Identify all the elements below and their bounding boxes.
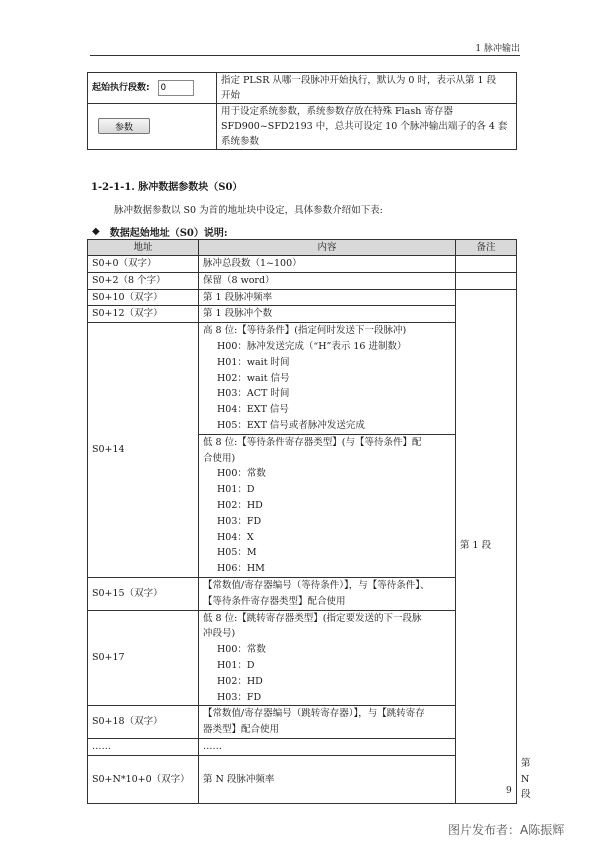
table-row bbox=[88, 738, 517, 755]
sub-heading: ◆ 数据起始地址（S0）说明: bbox=[92, 226, 228, 239]
page-number: 9 bbox=[506, 786, 512, 796]
table-row bbox=[88, 306, 517, 323]
table-row bbox=[88, 610, 517, 706]
address-cell: S0+12（双字） bbox=[88, 306, 199, 323]
watermark: 图片发布者：A陈振辉 bbox=[448, 823, 565, 837]
start-segment-desc: 指定 PLSR 从哪一段脉冲开始执行，默认为 0 时，表示从第 1 段 开始 bbox=[217, 73, 517, 104]
table-row bbox=[88, 706, 517, 739]
note-cell bbox=[456, 256, 517, 273]
content-cell: …… bbox=[199, 738, 456, 755]
content-cell: 低 8 位:【等待条件寄存器类型】(与【等待条件】配 合使用) H00：常数 H01：D H02：HD H03：FD H04：X H05：M H06：HM bbox=[199, 434, 456, 577]
content-cell: 第 N 段脉冲频率 bbox=[199, 755, 456, 803]
chapter-header: 1 脉冲输出 bbox=[475, 44, 520, 54]
address-cell: S0+18（双字） bbox=[88, 706, 199, 739]
column-header-note: 备注 bbox=[456, 240, 517, 256]
content-cell: 高 8 位:【等待条件】(指定何时发送下一段脉冲) H00：脉冲发送完成（“H”表示 16 进制数） H01：wait 时间 H02：wait 信号 H03：ACT 时间 H04：EXT 信号 H05：EXT 信号或者脉冲发送完成 bbox=[199, 323, 456, 435]
intro-paragraph: 脉冲数据参数以 S0 为首的地址块中设定，具体参数介绍如下表: bbox=[114, 205, 383, 216]
data-address-table bbox=[87, 239, 531, 804]
content-cell: 保留（8 word） bbox=[199, 272, 456, 289]
param-desc: 用于设定系统参数，系统参数存放在特殊 Flash 寄存器 SFD900~SFD2193 中，总共可设定 10 个脉冲输出端子的各 4 套 系统参数 bbox=[217, 104, 517, 150]
content-cell: 脉冲总段数（1~100） bbox=[199, 256, 456, 273]
table-row bbox=[88, 323, 517, 435]
address-cell: S0+10（双字） bbox=[88, 289, 199, 306]
start-segment-cell bbox=[88, 73, 217, 104]
header-rule bbox=[90, 55, 520, 56]
address-cell: S0+14 bbox=[88, 323, 199, 578]
note-cell-group: 第 1 段 bbox=[456, 289, 517, 804]
address-cell: S0+15（双字） bbox=[88, 577, 199, 610]
content-cell: 第 1 段脉冲频率 bbox=[199, 289, 456, 306]
table-row bbox=[88, 289, 517, 306]
table-row bbox=[88, 272, 517, 289]
ui-options-table bbox=[87, 72, 517, 150]
column-header-content: 内容 bbox=[199, 240, 456, 256]
table-row bbox=[88, 256, 517, 273]
content-cell: 低 8 位:【跳转寄存器类型】(指定要发送的下一段脉 冲段号) H00：常数 H01：D H02：HD H03：FD bbox=[199, 610, 456, 706]
start-segment-label: 起始执行段数: bbox=[92, 82, 150, 93]
start-segment-input[interactable] bbox=[158, 80, 194, 96]
address-cell: S0+2（8 个字） bbox=[88, 272, 199, 289]
section-heading: 1-2-1-1. 脉冲数据参数块（S0） bbox=[91, 182, 243, 193]
param-button-cell bbox=[88, 104, 217, 150]
content-cell: 【常数值/寄存器编号（等待条件）】，与【等待条件】、 【等待条件寄存器类型】配合使用 bbox=[199, 577, 456, 610]
content-cell: 第 1 段脉冲个数 bbox=[199, 306, 456, 323]
table-row: S0+N*10+0（双字） 第 N 段脉冲频率 第 N 段 bbox=[88, 755, 517, 803]
diamond-bullet-icon: ◆ bbox=[92, 226, 100, 237]
note-cell bbox=[456, 272, 517, 289]
column-header-address: 地址 bbox=[88, 240, 199, 256]
table-row bbox=[88, 577, 517, 610]
param-button[interactable]: 参数 bbox=[98, 118, 150, 134]
address-cell: S0+0（双字） bbox=[88, 256, 199, 273]
address-cell: S0+17 bbox=[88, 610, 199, 706]
address-cell: …… bbox=[88, 738, 199, 755]
address-cell: S0+N*10+0（双字） bbox=[88, 755, 199, 803]
content-cell: 【常数值/寄存器编号（跳转寄存器）】，与【跳转寄存 器类型】配合使用 bbox=[199, 706, 456, 739]
